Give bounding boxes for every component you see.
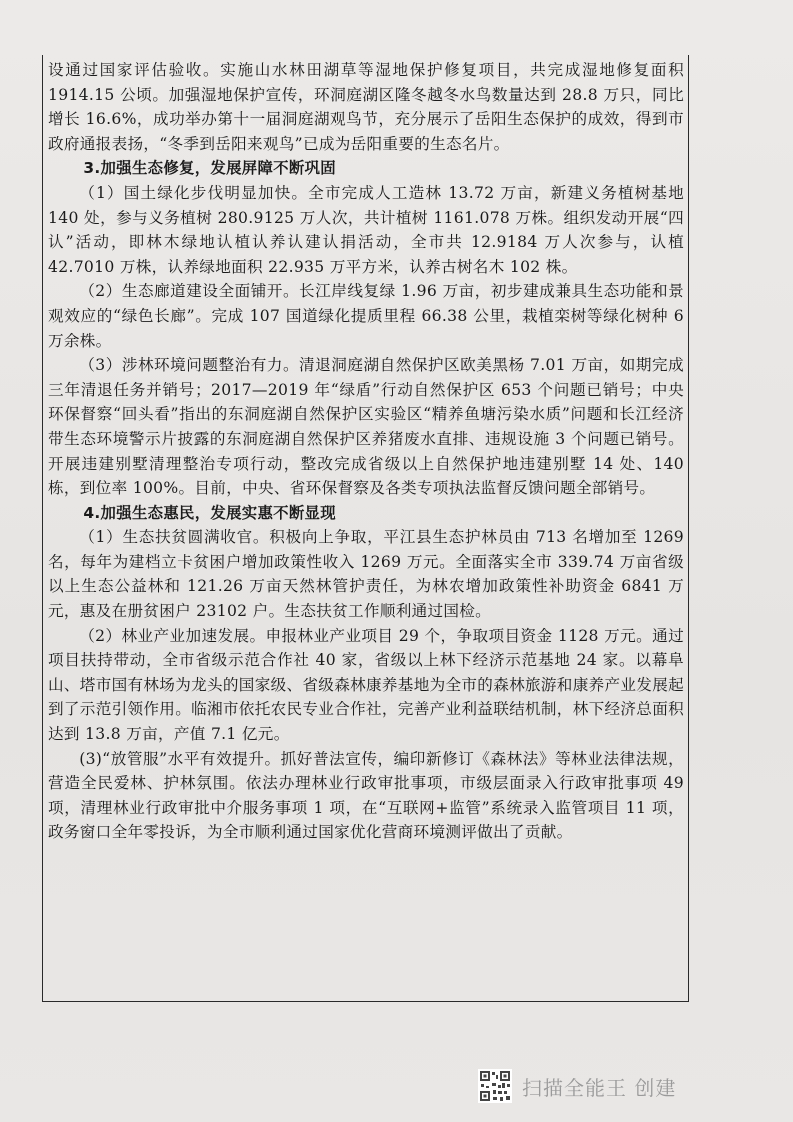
paragraph: （3）涉林环境问题整治有力。清退洞庭湖自然保护区欧美黑杨 7.01 万亩，如期完成三年清退任务并销号；2017—2019 年“绿盾”行动自然保护区 653 个问题已销号；中央环保督察“回头看”指出的东洞庭湖自然保护区实验区“精养鱼塘污染水质”问题和长江经济带生态环境警示片披露的东洞庭湖自然保护区养猪废水直排、违规设施 3 个问题已销号。开展违建别墅清理整治专项行动，整改完成省级以上自然保护地违建别墅 14 处、140 栋，到位率 100%。目前，中央、省环保督察及各类专项执法监督反馈问题全部销号。 [48, 356, 684, 498]
watermark-text: 扫描全能王 创建 [522, 1075, 677, 1100]
table-border-bottom [42, 1001, 689, 1002]
paragraph: （2）林业产业加速发展。申报林业产业项目 29 个，争取项目资金 1128 万元。通过项目扶持带动，全市省级示范合作社 40 家，省级以上林下经济示范基地 24 家。以幕阜山、塔市国有林场为龙头的国家级、省级森林康养基地为全市的森林旅游和康养产业发展起到了示范引领作用。临湘市依托农民专业合作社，完善产业利益联结机制，林下经济总面积达到 13.8 万亩，产值 7.1 亿元。 [48, 626, 684, 744]
paragraph: (3)“放管服”水平有效提升。抓好普法宣传，编印新修订《森林法》等林业法律法规，营造全民爱林、护林氛围。依法办理林业行政审批事项，市级层面录入行政审批事项 49 项，清理林业行政审批中介服务事项 1 项，在“互联网+监管”系统录入监管项目 11 项，政务窗口全年零投诉，为全市顺利通过国家优化营商环境测评做出了贡献。 [48, 749, 684, 842]
section-heading: 3.加强生态修复，发展屏障不断巩固 [83, 159, 336, 178]
section-heading: 4.加强生态惠民，发展实惠不断显现 [83, 503, 336, 522]
paragraph: 设通过国家评估验收。实施山水林田湖草等湿地保护修复项目，共完成湿地修复面积 1914.15 公顷。加强湿地保护宣传，环洞庭湖区隆冬越冬水鸟数量达到 28.8 万只，同比增长 16.6%，成功举办第十一届洞庭湖观鸟节，充分展示了岳阳生态保护的成效，得到市政府通报表扬，“冬季到岳阳来观鸟”已成为岳阳重要的生态名片。 [48, 61, 684, 153]
paragraph: （2）生态廊道建设全面铺开。长江岸线复绿 1.96 万亩，初步建成兼具生态功能和景观效应的“绿色长廊”。完成 107 国道绿化提质里程 66.38 公里，栽植栾树等绿化树种 6 万余株。 [48, 282, 684, 350]
paragraph: （1）国土绿化步伐明显加快。全市完成人工造林 13.72 万亩，新建义务植树基地 140 处，参与义务植树 280.9125 万人次，共计植树 1161.078 万株。组织发动开展“四认”活动，即林木绿地认植认养认建认捐活动，全市共 12.9184 万人次参与，认植 42.7010 万株，认养绿地面积 22.935 万平方米，认养古树名木 102 株。 [48, 183, 684, 276]
table-border-left [42, 55, 43, 1002]
document-body [48, 58, 684, 845]
qr-code-icon [478, 1069, 512, 1103]
paragraph: （1）生态扶贫圆满收官。积极向上争取，平江县生态护林员由 713 名增加至 1269 名，每年为建档立卡贫困户增加政策性收入 1269 万元。全面落实全市 339.74 万亩省级以上生态公益林和 121.26 万亩天然林管护责任，为林农增加政策性补助资金 6841 万元，惠及在册贫困户 23102 户。生态扶贫工作顺利通过国检。 [48, 528, 684, 621]
table-border-right [688, 55, 689, 1002]
scanner-watermark [478, 1068, 676, 1104]
